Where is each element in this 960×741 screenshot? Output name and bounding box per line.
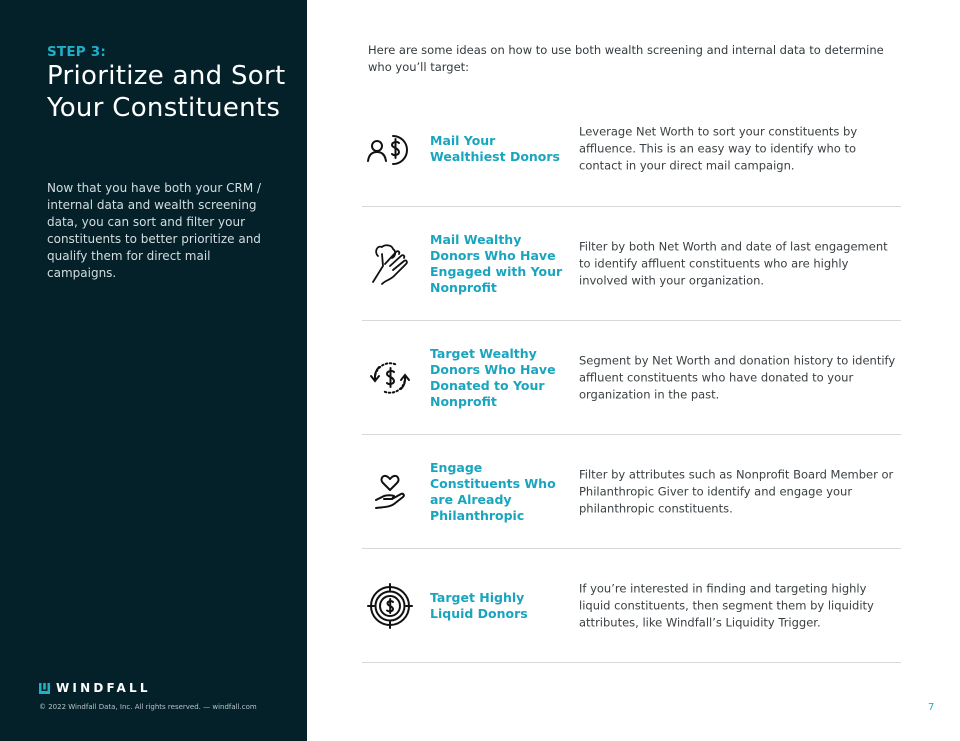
step-label: STEP 3: (47, 44, 106, 60)
idea-row (362, 207, 901, 321)
idea-description: Filter by attributes such as Nonprofit Board Member or Philanthropic Giver to identify and engage your philanthropic constituents. (579, 467, 894, 515)
idea-title: Engage Constituents Who are Already Philanthropic (430, 459, 556, 523)
windfall-logo (39, 681, 151, 695)
idea-row (362, 321, 901, 435)
page-title: Prioritize and Sort Your Constituents (47, 61, 286, 123)
person-dollar-icon (364, 93, 416, 206)
copyright-text: © 2022 Windfall Data, Inc. All rights reserved. — windfall.com (39, 703, 257, 711)
logo-wordmark: WINDFALL (56, 681, 151, 695)
idea-description: If you’re interested in finding and targeting highly liquid constituents, then segment them by liquidity attributes, like Windfall’s Liquidity Trigger. (579, 581, 874, 629)
windfall-logo-icon (39, 683, 50, 694)
idea-row (362, 549, 901, 663)
dollar-cycle-icon (364, 321, 416, 434)
idea-description: Leverage Net Worth to sort your constituents by affluence. This is an easy way to identify who to contact in your direct mail campaign. (579, 124, 858, 173)
ideas-list (362, 93, 901, 663)
heart-in-hand-icon (364, 435, 416, 548)
idea-title: Target Wealthy Donors Who Have Donated to Your Nonprofit (430, 345, 556, 409)
idea-description: Filter by both Net Worth and date of last engagement to identify affluent constituents who are highly involved with your organization. (579, 239, 888, 287)
idea-row (362, 435, 901, 549)
page-number: 7 (928, 702, 935, 713)
idea-description: Segment by Net Worth and donation history to identify affluent constituents who have donated to your organization in the past. (579, 353, 896, 401)
sidebar-panel (0, 0, 307, 741)
main-intro: Here are some ideas on how to use both wealth screening and internal data to determine who you’ll target: (368, 43, 884, 74)
sidebar-intro: Now that you have both your CRM / internal data and wealth screening data, you can sort and filter your constituents to better prioritize and qualify them for direct mail campaigns. (47, 181, 262, 280)
hand-heart-icon (364, 207, 416, 320)
dollar-target-icon (364, 549, 416, 662)
idea-title: Mail Your Wealthiest Donors (430, 133, 560, 164)
idea-title: Target Highly Liquid Donors (430, 589, 528, 621)
idea-title: Mail Wealthy Donors Who Have Engaged with Your Nonprofit (430, 231, 563, 295)
idea-row (362, 93, 901, 207)
